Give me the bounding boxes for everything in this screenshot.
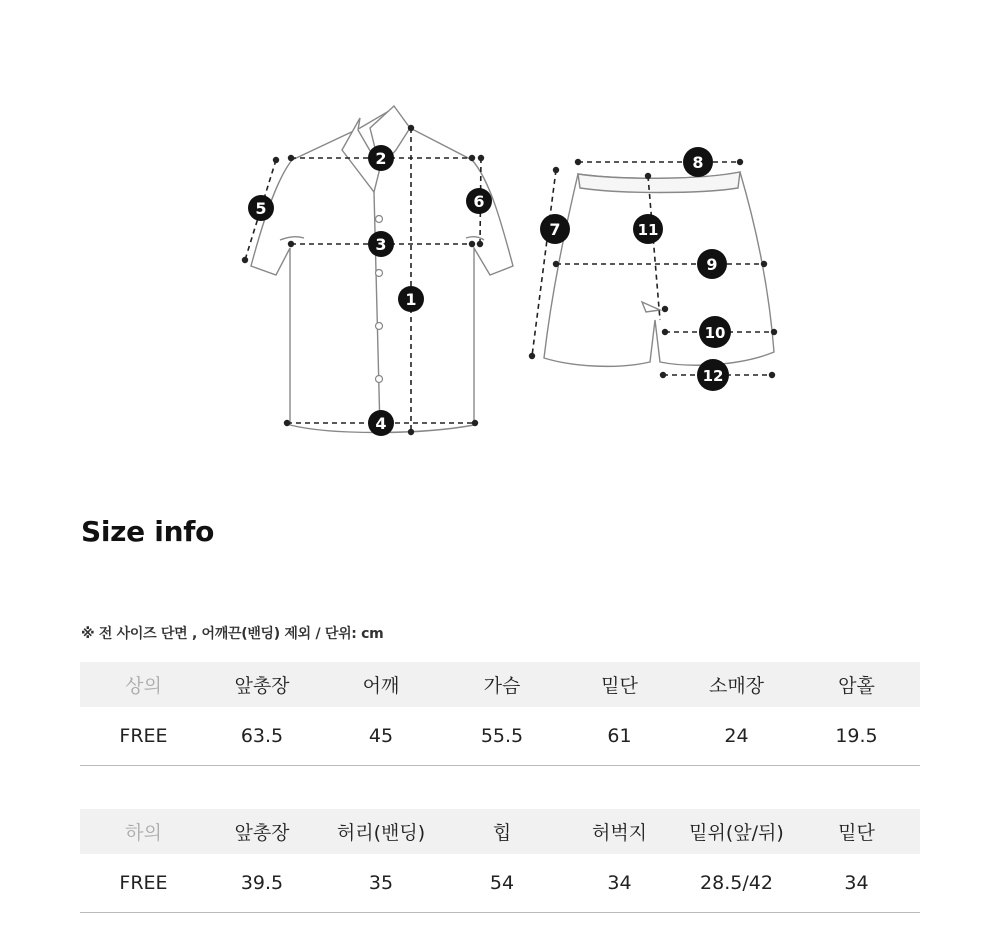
table-cell: 55.5: [445, 707, 559, 766]
header-cell: 앞총장: [207, 662, 317, 707]
header-cell: 암홀: [793, 662, 920, 707]
header-cell: 어깨: [317, 662, 445, 707]
header-cell: 소매장: [680, 662, 793, 707]
table-cell: 24: [680, 707, 793, 766]
header-cell: 허리(밴딩): [317, 809, 445, 854]
header-cell: 밑위(앞/뒤): [680, 809, 793, 854]
marker-8: [683, 147, 713, 177]
garment-illustration: [0, 0, 1000, 460]
bottom-size-table: [80, 809, 920, 913]
table-header-row: [80, 662, 920, 707]
table-cell: 34: [559, 854, 680, 913]
marker-1: [398, 286, 424, 312]
table-cell: 39.5: [207, 854, 317, 913]
svg-text:6: 6: [473, 192, 485, 211]
svg-text:5: 5: [255, 199, 267, 218]
marker-11: [633, 214, 663, 244]
svg-text:8: 8: [692, 153, 704, 172]
header-cell: 허벅지: [559, 809, 680, 854]
table-header-row: [80, 809, 920, 854]
section-title: Size info: [81, 515, 215, 548]
header-cell: 앞총장: [207, 809, 317, 854]
table-cell: 54: [445, 854, 559, 913]
table-row: [80, 707, 920, 766]
svg-text:3: 3: [375, 235, 387, 254]
svg-text:10: 10: [704, 324, 726, 342]
marker-12: [697, 359, 729, 391]
table-cell: 28.5/42: [680, 854, 793, 913]
header-cell: 하의: [80, 809, 207, 854]
size-diagram: [0, 0, 1000, 460]
marker-3: [368, 231, 394, 257]
table-cell: 45: [317, 707, 445, 766]
marker-10: [699, 316, 731, 348]
top-size-table: [80, 662, 920, 766]
table-cell: FREE: [80, 707, 207, 766]
svg-text:4: 4: [375, 414, 387, 433]
header-cell: 가슴: [445, 662, 559, 707]
shorts-waistband: [578, 172, 740, 193]
marker-6: [466, 188, 492, 214]
svg-text:12: 12: [702, 367, 724, 385]
shorts-body: [544, 172, 774, 366]
marker-7: [540, 214, 570, 244]
table-cell: 35: [317, 854, 445, 913]
header-cell: 밑단: [793, 809, 920, 854]
svg-text:7: 7: [549, 220, 561, 239]
svg-text:2: 2: [375, 149, 387, 168]
marker-9: [697, 249, 727, 279]
table-cell: FREE: [80, 854, 207, 913]
header-cell: 힙: [445, 809, 559, 854]
measurement-note: ※ 전 사이즈 단면 , 어깨끈(밴딩) 제외 / 단위: cm: [81, 626, 384, 642]
table-cell: 34: [793, 854, 920, 913]
shorts-drawing: [544, 172, 774, 366]
svg-text:9: 9: [706, 255, 718, 274]
svg-text:1: 1: [405, 290, 417, 309]
marker-5: [248, 195, 274, 221]
svg-text:11: 11: [637, 221, 659, 239]
table-row: [80, 854, 920, 913]
table-cell: 63.5: [207, 707, 317, 766]
table-cell: 61: [559, 707, 680, 766]
table-cell: 19.5: [793, 707, 920, 766]
marker-4: [368, 410, 394, 436]
header-cell: 밑단: [559, 662, 680, 707]
header-cell: 상의: [80, 662, 207, 707]
marker-2: [368, 145, 394, 171]
